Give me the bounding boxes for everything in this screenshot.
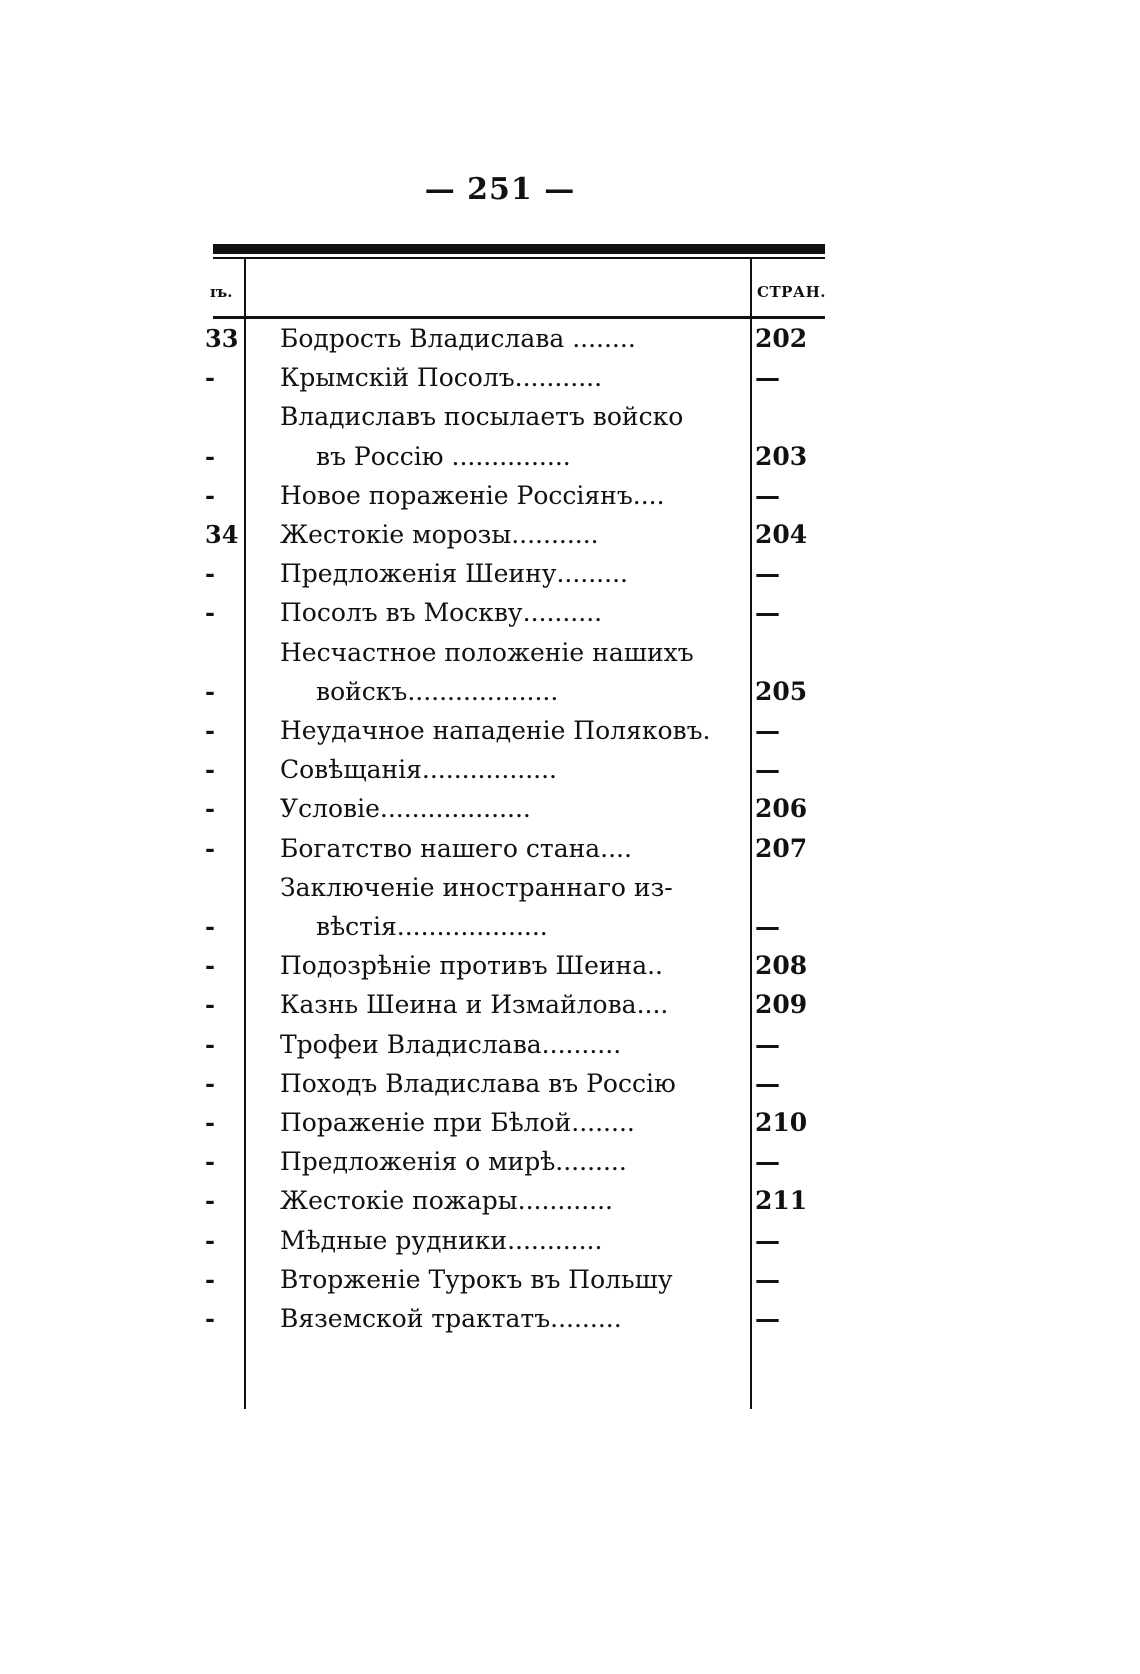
contents-title: Трофеи Владислава.......... — [280, 1029, 622, 1059]
contents-row — [205, 592, 835, 633]
header-rule-thin — [213, 257, 825, 259]
paragraph-number: - — [205, 990, 215, 1020]
paragraph-number: - — [205, 1147, 215, 1177]
paragraph-number: - — [205, 441, 215, 471]
contents-title: вѣстія................... — [316, 912, 548, 941]
contents-row — [205, 357, 835, 398]
contents-row — [205, 867, 835, 908]
paragraph-number: 33 — [205, 324, 239, 353]
paragraph-number: - — [205, 755, 215, 785]
contents-row — [205, 436, 835, 477]
paragraph-number: - — [205, 480, 215, 510]
page-reference: — — [755, 755, 780, 785]
paragraph-number: - — [205, 1186, 215, 1216]
contents-title: Богатство нашего стана.... — [280, 833, 632, 863]
contents-title: Неудачное нападеніе Поляковъ. — [280, 716, 711, 745]
contents-title: Предложенія о мирѣ......... — [280, 1147, 627, 1177]
page-reference: — — [755, 1147, 780, 1177]
contents-row — [205, 514, 835, 555]
column-header-page: СТРАН. — [757, 283, 826, 301]
contents-title: Жестокіе морозы........... — [280, 520, 599, 549]
page-reference: — — [755, 480, 780, 510]
page-reference: 203 — [755, 441, 808, 471]
contents-title: Условіе................... — [280, 794, 531, 824]
paragraph-number: 34 — [205, 520, 239, 549]
contents-row — [205, 788, 835, 829]
contents-row — [205, 671, 835, 712]
contents-row — [205, 749, 835, 790]
contents-row — [205, 945, 835, 986]
paragraph-number: - — [205, 1264, 215, 1294]
page-reference: — — [755, 363, 780, 393]
page-reference: — — [755, 912, 780, 941]
contents-row — [205, 632, 835, 673]
contents-title: въ Россію ............... — [316, 441, 571, 471]
paragraph-number: - — [205, 559, 215, 589]
paragraph-number: - — [205, 598, 215, 628]
contents-title: Вторженіе Турокъ въ Польшу — [280, 1264, 673, 1294]
contents-title: Владиславъ посылаетъ войско — [280, 402, 684, 432]
paragraph-number: - — [205, 912, 215, 941]
contents-title: Походъ Владислава въ Россію — [280, 1068, 676, 1098]
contents-row — [205, 710, 835, 751]
contents-title: Новое пораженіе Россіянъ.... — [280, 480, 665, 510]
contents-row — [205, 984, 835, 1025]
contents-title: Бодрость Владислава ........ — [280, 324, 636, 353]
page-reference: 211 — [755, 1186, 808, 1216]
page-reference: — — [755, 559, 780, 589]
paragraph-number: - — [205, 716, 215, 745]
contents-title: Подозрѣніе противъ Шеина.. — [280, 951, 663, 981]
page-reference: — — [755, 1068, 780, 1098]
contents-title: Мѣдные рудники............ — [280, 1225, 603, 1255]
contents-title: Крымскій Посолъ........... — [280, 363, 603, 393]
contents-title: Жестокіе пожары............ — [280, 1186, 614, 1216]
page-reference: — — [755, 598, 780, 628]
paragraph-number: - — [205, 1029, 215, 1059]
contents-title: Пораженіе при Бѣлой........ — [280, 1108, 635, 1137]
contents-title: Несчастное положеніе нашихъ — [280, 637, 694, 667]
contents-title: Вяземской трактатъ......... — [280, 1304, 622, 1333]
header-rule-thick — [213, 244, 825, 254]
contents-title: Казнь Шеина и Измайлова.... — [280, 990, 669, 1020]
contents-row — [205, 1259, 835, 1300]
contents-row — [205, 1141, 835, 1182]
contents-title: войскъ................... — [316, 676, 559, 706]
paragraph-number: - — [205, 676, 215, 706]
contents-row — [205, 906, 835, 947]
contents-row — [205, 1063, 835, 1104]
contents-title: Заключеніе иностраннаго из- — [280, 872, 673, 902]
page-reference: — — [755, 1264, 780, 1294]
page-reference: — — [755, 1304, 780, 1333]
column-header-paragraph: ɪъ. — [210, 283, 233, 301]
page-reference: 202 — [755, 324, 808, 353]
page-reference: — — [755, 1225, 780, 1255]
contents-title: Совѣщанія................. — [280, 755, 558, 785]
contents-title: Предложенія Шеину......... — [280, 559, 628, 589]
contents-row — [205, 1024, 835, 1065]
page-reference: — — [755, 1029, 780, 1059]
page-reference: 208 — [755, 951, 808, 981]
page-number: — 251 — — [424, 172, 576, 207]
page-reference: 209 — [755, 990, 808, 1020]
paragraph-number: - — [205, 951, 215, 981]
contents-row — [205, 1220, 835, 1261]
paragraph-number: - — [205, 833, 215, 863]
page-reference: — — [755, 716, 780, 745]
page-reference: 205 — [755, 676, 808, 706]
contents-row — [205, 828, 835, 869]
paragraph-number: - — [205, 1108, 215, 1137]
paragraph-number: - — [205, 1225, 215, 1255]
contents-title: Посолъ въ Москву.......... — [280, 598, 603, 628]
paragraph-number: - — [205, 1304, 215, 1333]
contents-row — [205, 396, 835, 437]
paragraph-number: - — [205, 1068, 215, 1098]
page-reference: 207 — [755, 833, 808, 863]
contents-row — [205, 475, 835, 516]
page-reference: 210 — [755, 1108, 808, 1137]
paragraph-number: - — [205, 794, 215, 824]
contents-row — [205, 1102, 835, 1143]
paragraph-number: - — [205, 363, 215, 393]
page-reference: 204 — [755, 520, 808, 549]
page-reference: 206 — [755, 794, 808, 824]
contents-row — [205, 1180, 835, 1221]
contents-row — [205, 318, 835, 359]
contents-row — [205, 553, 835, 594]
contents-row — [205, 1298, 835, 1339]
